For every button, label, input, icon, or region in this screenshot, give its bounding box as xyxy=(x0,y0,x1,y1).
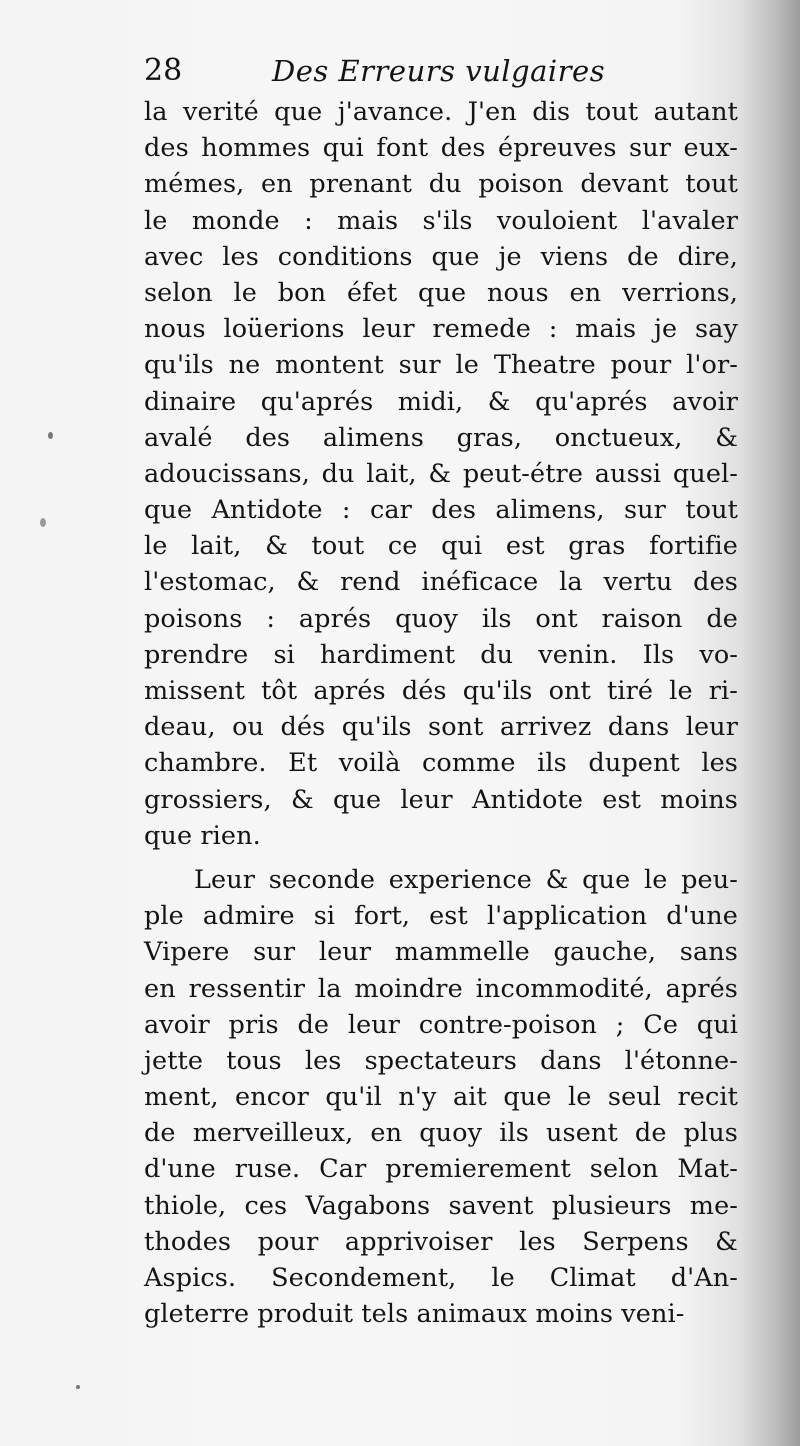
text-line: poisons : aprés quoy ils ont raison de xyxy=(144,603,738,634)
text-line: que Antidote : car des alimens, sur tout xyxy=(144,495,738,526)
text-line: gleterre produit tels animaux moins veni- xyxy=(144,1299,685,1330)
text-line: ment, encor qu'il n'y ait que le seul recit xyxy=(144,1082,738,1113)
text-line: deau, ou dés qu'ils sont arrivez dans leur xyxy=(144,712,738,743)
text-line: le monde : mais s'ils vouloient l'avaler xyxy=(144,205,738,236)
text-line: adoucissans, du lait, & peut-étre aussi quel- xyxy=(144,458,738,489)
text-line: thodes pour apprivoiser les Serpens & xyxy=(144,1226,738,1257)
text-line: selon le bon éfet que nous en verrions, xyxy=(144,277,738,308)
text-line: en ressentir la moindre incommodité, aprés xyxy=(144,973,738,1004)
text-line: qu'ils ne montent sur le Theatre pour l'or- xyxy=(144,350,738,381)
paragraph xyxy=(144,862,738,1332)
body-text xyxy=(144,94,738,1332)
text-line: avec les conditions que je viens de dire, xyxy=(144,241,738,272)
text-line: dinaire qu'aprés midi, & qu'aprés avoir xyxy=(144,386,738,417)
text-line: prendre si hardiment du venin. Ils vo- xyxy=(144,639,738,670)
page-edge-shadow xyxy=(740,0,800,1446)
text-line: jette tous les spectateurs dans l'étonne- xyxy=(144,1045,738,1076)
text-line: le lait, & tout ce qui est gras fortifie xyxy=(144,531,738,562)
page-number: 28 xyxy=(144,53,183,88)
text-line: l'estomac, & rend inéficace la vertu des xyxy=(144,567,738,598)
text-line: avoir pris de leur contre-poison ; Ce qui xyxy=(144,1009,738,1040)
paragraph xyxy=(144,94,738,854)
text-line: chambre. Et voilà comme ils dupent les xyxy=(144,748,738,779)
text-line: Leur seconde experience & que le peu- xyxy=(194,864,738,895)
text-line: thiole, ces Vagabons savent plusieurs me- xyxy=(144,1190,738,1221)
text-line: Vipere sur leur mammelle gauche, sans xyxy=(144,937,738,968)
text-line: que rien. xyxy=(144,820,261,851)
text-line: mémes, en prenant du poison devant tout xyxy=(144,169,738,200)
paper-speck xyxy=(48,432,53,439)
text-line: avalé des alimens gras, onctueux, & xyxy=(144,422,738,453)
paper-speck xyxy=(40,518,46,527)
text-line: Aspics. Secondement, le Climat d'An- xyxy=(144,1263,738,1293)
running-title: Des Erreurs vulgaires xyxy=(272,54,606,88)
text-block xyxy=(144,48,738,1332)
paragraph-gap xyxy=(144,854,738,862)
paper-speck xyxy=(76,1385,80,1389)
text-line: ple admire si fort, est l'application d'une xyxy=(144,901,738,932)
running-head xyxy=(144,48,738,94)
text-line: missent tôt aprés dés qu'ils ont tiré le ri- xyxy=(144,676,738,706)
text-line: de merveilleux, en quoy ils usent de plus xyxy=(144,1118,738,1149)
text-line: grossiers, & que leur Antidote est moins xyxy=(144,784,738,815)
text-line: la verité que j'avance. J'en dis tout autant xyxy=(144,97,738,127)
text-line: d'une ruse. Car premierement selon Mat- xyxy=(144,1154,738,1185)
text-line: nous loüerions leur remede : mais je say xyxy=(144,314,738,345)
text-line: des hommes qui font des épreuves sur eux- xyxy=(144,133,738,164)
